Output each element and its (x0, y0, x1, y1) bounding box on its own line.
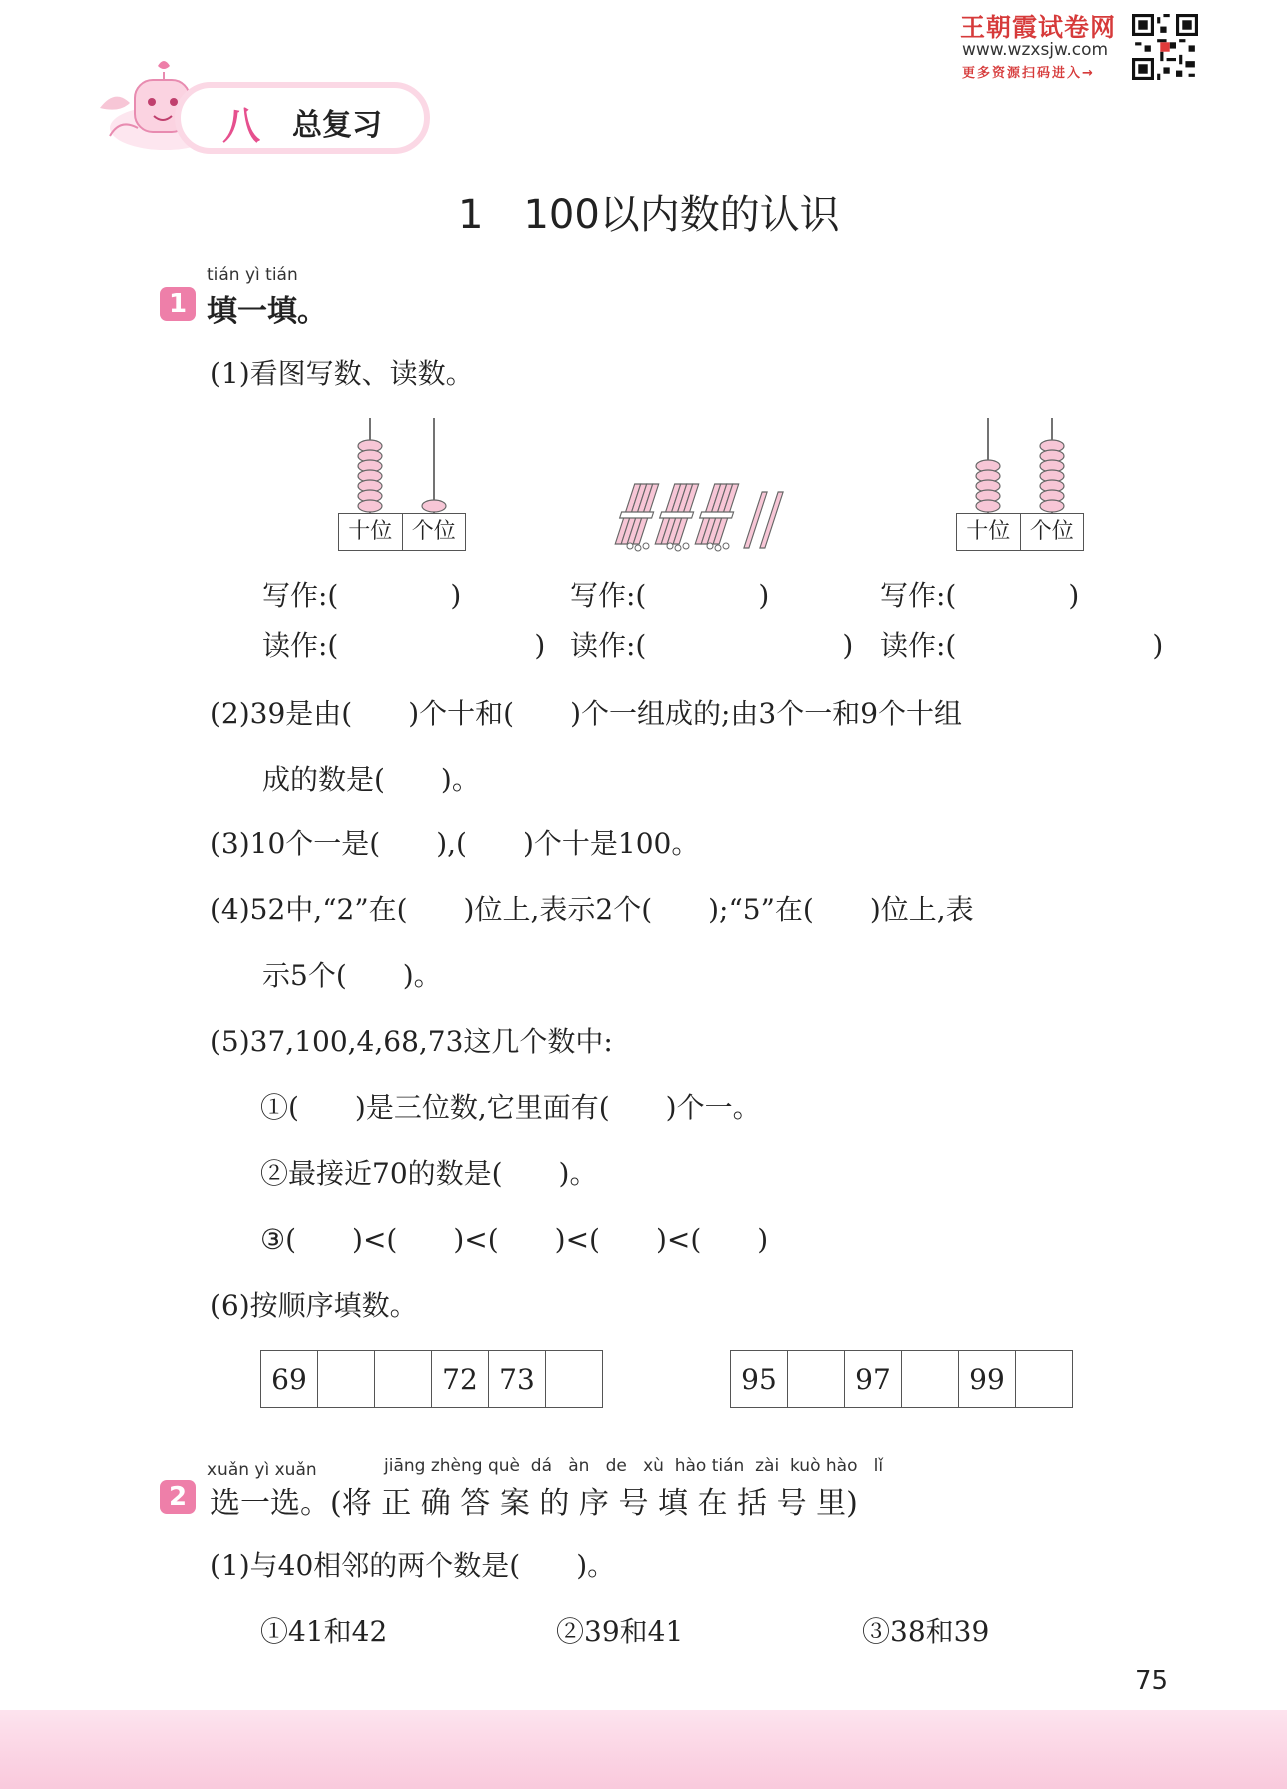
stick-bundles-icon (612, 480, 812, 555)
abacus-2-tens-label: 十位 (957, 514, 1021, 550)
question-3[interactable]: (3)10个一是( ),( )个十是100。 (210, 827, 700, 860)
section1-pinyin: tián yì tián (207, 265, 298, 285)
read-answer-1[interactable]: 读作:( ) (262, 629, 546, 662)
section2-badge: 2 (160, 1480, 196, 1514)
section2-question-1[interactable]: (1)与40相邻的两个数是( )。 (210, 1549, 616, 1582)
question-2-line1[interactable]: (2)39是由( )个十和( )个一组成的;由3个一和9个十组 (210, 697, 963, 730)
abacus-1-place-box (338, 513, 466, 551)
abacus-1-tens-label: 十位 (339, 514, 403, 550)
write-answer-2[interactable]: 写作:( ) (570, 579, 770, 612)
abacus-2-ones-label: 个位 (1029, 519, 1074, 544)
sequence-blank-cell[interactable] (1016, 1351, 1073, 1408)
abacus-2 (956, 418, 1084, 553)
sequence-blank-cell[interactable] (375, 1351, 432, 1408)
watermark-url[interactable]: www.wzxsjw.com (962, 40, 1109, 60)
qr-code-icon[interactable] (1132, 14, 1198, 80)
sequence-blank-cell[interactable] (546, 1351, 603, 1408)
section1-heading: 填一填。 (207, 294, 327, 329)
question-4-line2[interactable]: 示5个( )。 (262, 959, 442, 992)
question-6-prompt: (6)按顺序填数。 (210, 1289, 418, 1322)
abacus-2-place-box (956, 513, 1084, 551)
page-number: 75 (1135, 1666, 1169, 1696)
section1-badge: 1 (160, 287, 196, 321)
sequence-cell: 95 (731, 1351, 788, 1408)
chapter-title: 总复习 (292, 108, 382, 143)
question-5c[interactable]: ③( )<( )<( )<( )<( ) (260, 1223, 769, 1256)
option-2[interactable]: ②39和41 (556, 1615, 684, 1648)
write-answer-3[interactable]: 写作:( ) (880, 579, 1080, 612)
option-3[interactable]: ③38和39 (862, 1615, 990, 1648)
question-4-line1[interactable]: (4)52中,“2”在( )位上,表示2个( );“5”在( )位上,表 (210, 893, 974, 926)
watermark-subtitle: 更多资源扫码进入→ (962, 66, 1095, 81)
read-answer-3[interactable]: 读作:( ) (880, 629, 1164, 662)
sequence-cell: 73 (489, 1351, 546, 1408)
abacus-1-ones-label: 个位 (411, 519, 456, 544)
question-5b[interactable]: ②最接近70的数是( )。 (260, 1157, 598, 1190)
read-answer-2[interactable]: 读作:( ) (570, 629, 854, 662)
sequence-cell: 69 (261, 1351, 318, 1408)
sequence-table-2 (730, 1350, 1073, 1408)
sequence-blank-cell[interactable] (318, 1351, 375, 1408)
sequence-blank-cell[interactable] (788, 1351, 845, 1408)
write-answer-1[interactable]: 写作:( ) (262, 579, 462, 612)
section2-pinyin-a: xuǎn yì xuǎn (207, 1460, 317, 1480)
question-5a[interactable]: ①( )是三位数,它里面有( )个一。 (260, 1091, 761, 1124)
bottom-decor-band (0, 1710, 1287, 1789)
abacus-1 (338, 418, 466, 553)
watermark-title: 王朝霞试卷网 (960, 13, 1117, 42)
sequence-cell: 99 (959, 1351, 1016, 1408)
option-1[interactable]: ①41和42 (260, 1615, 388, 1648)
sequence-blank-cell[interactable] (902, 1351, 959, 1408)
section2-heading: 选一选。(将 正 确 答 案 的 序 号 填 在 括 号 里) (210, 1486, 858, 1521)
sequence-cell: 97 (845, 1351, 902, 1408)
question-2-line2[interactable]: 成的数是( )。 (262, 763, 480, 796)
lesson-title: 1 100以内数的认识 (458, 192, 840, 238)
sequence-table-1 (260, 1350, 603, 1408)
chapter-number: 八 (222, 104, 261, 148)
sequence-cell: 72 (432, 1351, 489, 1408)
section2-pinyin-b: jiāng zhèng què dá àn de xù hào tián zài kuò hào lǐ (384, 1456, 884, 1476)
question-1-prompt: (1)看图写数、读数。 (210, 357, 474, 390)
question-5-prompt: (5)37,100,4,68,73这几个数中: (210, 1025, 613, 1058)
